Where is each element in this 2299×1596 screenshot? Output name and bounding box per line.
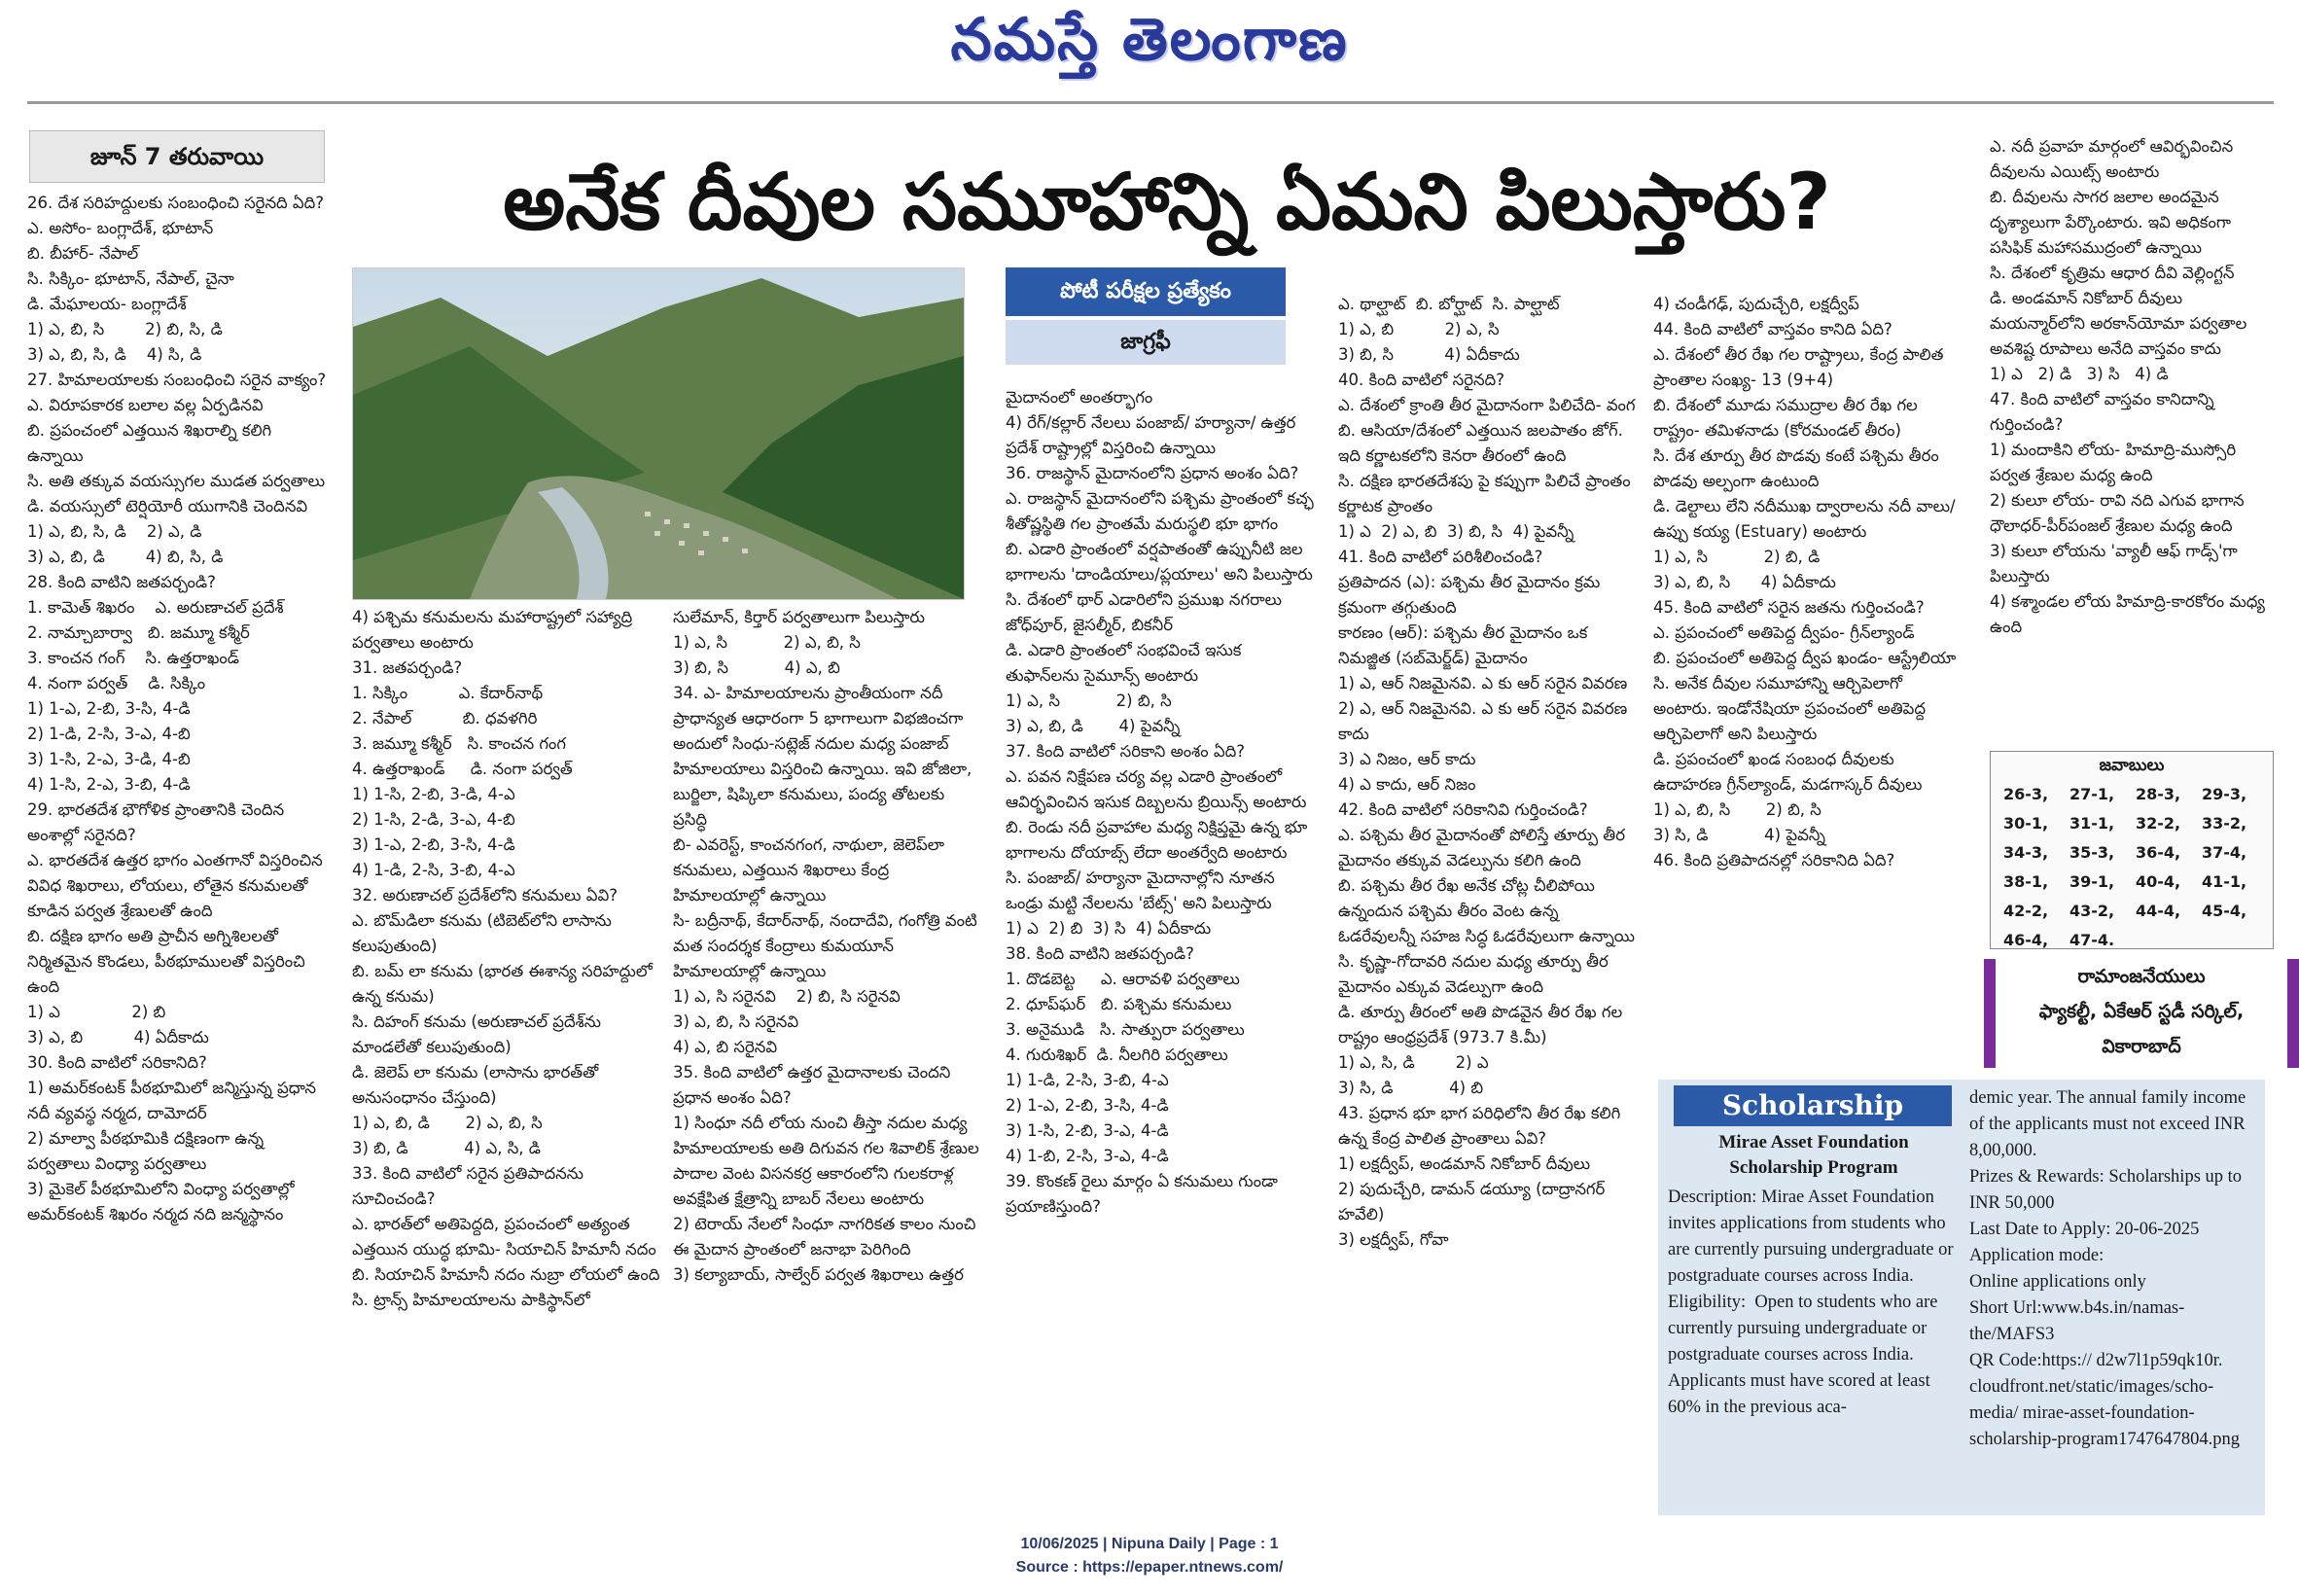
answer-cell: 42-2, [2003, 901, 2049, 920]
answer-cell: 26-3, [2003, 784, 2049, 803]
answer-cell: 30-1, [2003, 813, 2049, 833]
valley-image [353, 268, 964, 599]
scholarship-title-line1: Mirae Asset Foundation [1718, 1132, 1909, 1153]
section-title: పోటీ పరీక్షల ప్రత్యేకం [1006, 267, 1286, 316]
answer-cell: 38-1, [2003, 871, 2049, 891]
answer-row [2002, 837, 2267, 867]
scholarship-title [1668, 1130, 1960, 1181]
column-5: ఎ. థాల్ఘాట్ బి. బోర్ఘాట్ సి. పాల్ఘాట్ 1) ఎ, బి 2) ఎ, సి 3) బి, సి 4) ఏదీకాదు 40. కింది వాటిలో సరైనది? ఎ. దేశంలో క్రాంతి తీర మైదానంగా పిలిచేది- వంగ బి. ఆసియా/దేశంలో ఎత్తయిన జలపాతం జోగ్. ఇది కర్ణాటకలోని కెనరా తీరంలో ఉంది సి. దక్షిణ భారతదేశపు పై కప్పుగా పిలిచే ప్రాంతం కర్ణాటక ప్రాంతం 1) ఎ 2) ఎ, బి 3) బి, సి 4) పైవన్నీ 41. కింది వాటిలో పరిశీలించండి? ప్రతిపాదన (ఎ): పశ్చిమ తీర మైదానం క్రమ క్రమంగా తగ్గుతుంది కారణం (ఆర్): పశ్చిమ తీర మైదానం ఒక నిమజ్జిత (సబ్‌మెర్జ్‌డ్) మైదానం 1) ఎ, ఆర్ నిజమైనవి. ఎ కు ఆర్ సరైన వివరణ 2) ఎ, ఆర్ నిజమైనవి. ఎ కు ఆర్ సరైన వివరణ కాదు 3) ఎ నిజం, ఆర్ కాదు 4) ఎ కాదు, ఆర్ నిజం 42. కింది వాటిలో సరికానివి గుర్తించండి? ఎ. పశ్చిమ తీర మైదానంతో పోలిస్తే తూర్పు తీర మైదానం తక్కువ వెడల్పును కలిగి ఉంది బి. పశ్చిమ తీర రేఖ అనేక చోట్ల చీలిపోయి ఉన్నందున పశ్చిమ తీరం వెంట ఉన్న ఓడరేవులన్నీ సహజ సిద్ధ ఓడరేవులుగా ఉన్నాయి సి. కృష్ణా-గోదావరి నదుల మధ్య తూర్పు తీర మైదానం ఎక్కువ వెడల్పుగా ఉంది డి. తూర్పు తీరంలో అతి పొడవైన తీర రేఖ గల రాష్ట్రం ఆంధ్రప్రదేశ్ (973.7 కి.మీ) 1) ఎ, సి, డి 2) ఎ 3) సి, డి 4) బి 43. ప్రధాన భూ భాగ పరిధిలోని తీర రేఖ కలిగి ఉన్న కేంద్ర పాలిత ప్రాంతాలు ఏవి? 1) లక్షద్వీప్, అండమాన్ నికోబార్ దీవులు 2) పుదుచ్చేరి, డామన్ డయ్యూ (దాద్రానగర్ హవేలి) 3) లక్షద్వీప్, గోవా [1338, 295, 1636, 1249]
footer-date-line: 10/06/2025 | Nipuna Daily | Page : 1 [1020, 1536, 1279, 1552]
column-7: ఎ. నదీ ప్రవాహ మార్గంలో ఆవిర్భవించిన దీవులను ఎయిట్స్ అంటారు బి. దీవులను సాగర జలాల అందమైన దృశ్యాలుగా పేర్కొంటారు. ఇవి అధికంగా పసిఫిక్ మహాసముద్రంలో ఉన్నాయి సి. దేశంలో కృత్రిమ ఆధార దీవి వెల్లింగ్టన్ డి. అండమాన్ నికోబార్ దీవులు మయన్మార్‌లోని అరకాన్‌యోమా పర్వతాల అవశిష్ట రూపాలు అనేది వాస్తవం కాదు 1) ఎ 2) డి 3) సి 4) డి 47. కింది వాటిలో వాస్తవం కానిదాన్ని గుర్తించండి? 1) మందాకిని లోయ- హిమాద్రి-ముస్సోరి పర్వత శ్రేణుల మధ్య ఉంది 2) కులూ లోయ- రావి నది ఎగువ భాగాన ధౌలాధర్-పీర్‌పంజల్ శ్రేణుల మధ్య ఉంది 3) కులూ లోయను 'వ్యాలీ ఆఫ్ గాడ్స్'గా పిలుస్తారు 4) కశ్మాండల లోయ హిమాద్రి-కారకోరం మధ్య ఉంది [1990, 137, 2265, 636]
answer-cell: 34-3, [2003, 842, 2049, 862]
scholarship-title-line2: Scholarship Program [1729, 1157, 1898, 1178]
scholarship-right-text: demic year. The annual family income of the applicants must not exceed INR 8,00,000. Prizes & Rewards: Scholarships up to INR 50,000 Last Date to Apply: 20-06-2025 Application mode: Online applications only Short Url:www.b4s.in/namas-the/MAFS3 QR Code:https:// d2w7l1p59qk10r. cloudfront.net/static/images/scho-media/ mirae-asset-foundation-scholarship-program1747647804.png [1969, 1088, 2246, 1449]
answer-cell: 47-4. [2069, 930, 2115, 949]
answer-row [2002, 808, 2267, 837]
author-role: ఫ్యాకల్టీ, ఏకేఆర్ స్టడీ సర్కిల్, [2038, 1001, 2245, 1022]
scholarship-box [1658, 1080, 2265, 1515]
footer-source-link[interactable]: Source : https://epaper.ntnews.com/ [1015, 1559, 1284, 1576]
headline: అనేక దీవుల సమూహాన్ని ఏమని పిలుస్తారు? [503, 157, 1831, 247]
answer-cell: 45-4, [2202, 901, 2247, 920]
answer-row [2002, 925, 2267, 954]
answer-table [2002, 779, 2267, 954]
answer-cell: 35-3, [2069, 842, 2115, 862]
answer-cell: 41-1, [2202, 871, 2247, 891]
header-rule [27, 101, 2274, 104]
answer-cell: 29-3, [2202, 784, 2247, 803]
answer-cell: 33-2, [2202, 813, 2247, 833]
answer-row [2002, 867, 2267, 896]
author-place: వికారాబాద్ [2102, 1036, 2181, 1057]
answer-key [1990, 751, 2274, 949]
answer-cell: 43-2, [2069, 901, 2115, 920]
scholarship-heading: Scholarship [1674, 1085, 1952, 1126]
answer-cell: 28-3, [2136, 784, 2181, 803]
column-2: 4) పశ్చిమ కనుమలను మహారాష్ట్రలో సహ్యాద్రి పర్వతాలు అంటారు 31. జతపర్చండి? 1. సిక్కిం ఎ. కేదార్‌నాథ్ 2. నేపాల్ బి. ధవళగిరి 3. జమ్మూ కశ్మీర్ సి. కాంచన గంగ 4. ఉత్తరాఖండ్ డి. నంగా పర్వత్ 1) 1-సి, 2-బి, 3-డి, 4-ఎ 2) 1-సి, 2-డి, 3-ఎ, 4-బి 3) 1-ఎ, 2-బి, 3-సి, 4-డి 4) 1-డి, 2-సి, 3-బి, 4-ఎ 32. అరుణాచల్ ప్రదేశ్‌లోని కనుమలు ఏవి? ఎ. బొమ్‌డిలా కనుమ (టిబెట్‌లోని లాసాను కలుపుతుంది) బి. బమ్ లా కనుమ (భారత ఈశాన్య సరిహద్దులో ఉన్న కనుమ) సి. దిహంగ్ కనుమ (అరుణాచల్ ప్రదేశ్‌ను మాండలేతో కలుపుతుంది) డి. జెలెప్ లా కనుమ (లాసాను భారత్‌తో అనుసంధానం చేస్తుంది) 1) ఎ, బి, డి 2) ఎ, బి, సి 3) బి, డి 4) ఎ, సి, డి 33. కింది వాటిలో సరైన ప్రతిపాదనను సూచించండి? ఎ. భారత్‌లో అతిపెద్దది, ప్రపంచంలో అత్యంత ఎత్తయిన యుద్ధ భూమి- సియాచిన్ హిమానీ నదం బి. సియాచిన్ హిమానీ నదం నుబ్రా లోయలో ఉంది సి. ట్రాన్స్ హిమాలయాలను పాకిస్థాన్‌లో [352, 608, 660, 1309]
answer-row [2002, 896, 2267, 925]
answer-cell: 37-4, [2202, 842, 2247, 862]
section-subject: జాగ్రఫీ [1006, 320, 1286, 365]
answer-cell: 40-4, [2136, 871, 2181, 891]
masthead [0, 0, 2299, 95]
answer-cell: 44-4, [2136, 901, 2181, 920]
column-6: 4) చండీగఢ్, పుదుచ్చేరి, లక్షద్వీప్ 44. కింది వాటిలో వాస్తవం కానిది ఏది? ఎ. దేశంలో తీర రేఖ గల రాష్ట్రాలు, కేంద్ర పాలిత ప్రాంతాల సంఖ్య- 13 (9+4) బి. దేశంలో మూడు సముద్రాల తీర రేఖ గల రాష్ట్రం- తమిళనాడు (కోరమండల్ తీరం) సి. దేశ తూర్పు తీర పొడవు కంటే పశ్చిమ తీరం పొడవు అల్పంగా ఉంటుంది డి. డెల్టాలు లేని నదీముఖ ద్వారాలను నదీ వాలు/ ఉప్పు కయ్య (Estuary) అంటారు 1) ఎ, సి 2) బి, డి 3) ఎ, బి, సి 4) ఏదీకాదు 45. కింది వాటిలో సరైన జతను గుర్తించండి? ఎ. ప్రపంచంలో అతిపెద్ద ద్వీపం- గ్రీన్‌ల్యాండ్ బి. ప్రపంచంలో అతిపెద్ద ద్వీప ఖండం- ఆస్ట్రేలియా సి. అనేక దీవుల సమూహాన్ని ఆర్చిపెలాగో అంటారు. ఇండోనేషియా ప్రపంచంలో అతిపెద్ద ఆర్చిపెలాగో అని పిలుస్తారు డి. ప్రపంచంలో ఖండ సంబంధ దీవులకు ఉదాహరణ గ్రీన్‌ల్యాండ్, మడగాస్కర్ దీవులు 1) ఎ, బి, సి 2) బి, సి 3) సి, డి 4) పైవన్నీ 46. కింది ప్రతిపాదనల్లో సరికానిది ఏది? [1653, 295, 1957, 869]
answer-cell: 32-2, [2136, 813, 2181, 833]
answer-cell [2135, 925, 2201, 954]
section-banner [1006, 267, 1286, 365]
column-3: సులేమాన్, కిర్తార్ పర్వతాలుగా పిలుస్తారు 1) ఎ, సి 2) ఎ, బి, సి 3) బి, సి 4) ఎ, బి 34. ఎ- హిమాలయాలను ప్రాంతీయంగా నదీ ప్రాధాన్యత ఆధారంగా 5 భాగాలుగా విభజించగా అందులో సింధు-సట్లెజ్ నదుల మధ్య పంజాబ్ హిమాలయాలు విస్తరించి ఉన్నాయి. ఇవి జోజిలా, బుర్జిలా, షిప్కిలా కనుమలు, పంద్య తోటలకు ప్రసిద్ధి బి- ఎవరెస్ట్, కాంచనగంగ, నాథులా, జెలెప్‌లా కనుమలు, ఎత్తయిన శిఖరాలు కేంద్ర హిమాలయాల్లో ఉన్నాయి సి- బద్రీనాథ్, కేదార్‌నాథ్, నందాదేవి, గంగోత్రి వంటి మత సందర్శక కేంద్రాలు కుమయూన్ హిమాలయాల్లో ఉన్నాయి 1) ఎ, సి సరైనవి 2) బి, సి సరైనవి 3) ఎ, బి, సి సరైనవి 4) ఎ, బి సరైనవి 35. కింది వాటిలో ఉత్తర మైదానాలకు చెందని ప్రధాన అంశం ఏది? 1) సింధూ నదీ లోయ నుంచి తీస్తా నదుల మధ్య హిమాలయాలకు అతి దిగువన గల శివాలిక్ శ్రేణుల పాదాల వెంట విసనకర్ర ఆకారంలోని గులకరాళ్ల అవక్షేపిత క్షేత్రాన్ని బాబర్ నేలలు అంటారు 2) టెరాయ్ నేలలో సింధూ నాగరికత కాలం నుంచి ఈ మైదాన ప్రాంతంలో జనాభా పెరిగింది 3) కల్యాబాయ్, సాల్వేర్ పర్వత శిఖరాలు ఉత్తర [673, 608, 979, 1284]
answer-cell [2201, 925, 2267, 954]
scholarship-left-text: Description: Mirae Asset Foundation invites applications from students who are currently pursuing undergraduate or postgraduate courses across India. Eligibility: Open to students who are currently pursuing undergraduate or postgraduate courses across India. Applicants must have scored at least 60% in the previous aca- [1668, 1188, 1954, 1417]
continuation-tag: జూన్ 7 తరువాయి [29, 130, 325, 183]
newspaper-logo: నమస్తే తెలంగాణ [950, 6, 1349, 74]
column-1: 26. దేశ సరిహద్దులకు సంబంధించి సరైనది ఏది? ఎ. అసోం- బంగ్లాదేశ్, భూటాన్ బి. బీహార్- నేపాల్ సి. సిక్కిం- భూటాన్, నేపాల్, చైనా డి. మేఘాలయ- బంగ్లాదేశ్ 1) ఎ, బి, సి 2) బి, సి, డి 3) ఎ, బి, సి, డి 4) సి, డి 27. హిమాలయాలకు సంబంధించి సరైన వాక్యం? ఎ. విరూపకారక బలాల వల్ల ఏర్పడినవి బి. ప్రపంచంలో ఎత్తయిన శిఖరాల్ని కలిగి ఉన్నాయి సి. అతి తక్కువ వయస్సుగల ముడత పర్వతాలు డి. వయస్సులో టెర్షియోరీ యుగానికి చెందినవి 1) ఎ, బి, సి, డి 2) ఎ, డి 3) ఎ, బి, డి 4) బి, సి, డి 28. కింది వాటిని జతపర్చండి? 1. కామెత్ శిఖరం ఎ. అరుణాచల్ ప్రదేశ్ 2. నామ్చాబార్వా బి. జమ్మూ కశ్మీర్ 3. కాంచన గంగ్ సి. ఉత్తరాఖండ్ 4. నంగా పర్వత్ డి. సిక్కిం 1) 1-ఎ, 2-బి, 3-సి, 4-డి 2) 1-డి, 2-సి, 3-ఎ, 4-బి 3) 1-సి, 2-ఎ, 3-డి, 4-బి 4) 1-సి, 2-ఎ, 3-బి, 4-డి 29. భారతదేశ భౌగోళిక ప్రాంతానికి చెందిన అంశాల్లో సరైనది? ఎ. భారతదేశ ఉత్తర భాగం ఎంతగానో విస్తరించిన వివిధ శిఖరాలు, లోయలు, లోతైన కనుమలతో కూడిన పర్వత శ్రేణులతో ఉంది బి. దక్షిణ భాగం అతి ప్రాచీన అగ్నిశిలలతో నిర్మితమైన కొండలు, పీఠభూములతో విస్తరించి ఉంది 1) ఎ 2) బి 3) ఎ, బి 4) ఏదీకాదు 30. కింది వాటిలో సరికానిది? 1) అమర్‌కంటక్ పీఠభూమిలో జన్మిస్తున్న ప్రధాన నదీ వ్యవస్థ నర్మద, దామోదర్ 2) మాల్వా పీఠభూమికి దక్షిణంగా ఉన్న పర్వతాలు వింధ్యా పర్వతాలు 3) మైకెల్ పీఠభూమిలోని వింధ్యా పర్వతాల్లో అమర్‌కంటక్ శిఖరం నర్మద నది జన్మస్థానం [27, 194, 327, 1224]
answer-cell: 39-1, [2069, 871, 2115, 891]
answer-row [2002, 779, 2267, 808]
answer-cell: 31-1, [2069, 813, 2115, 833]
answer-cell: 36-4, [2136, 842, 2181, 862]
page-footer [0, 1533, 2299, 1579]
answer-cell: 46-4, [2003, 930, 2049, 949]
himalaya-photo [352, 267, 965, 600]
column-4: మైదానంలో అంతర్భాగం 4) రేగ్/కల్లార్ నేలలు పంజాబ్/ హర్యానా/ ఉత్తర ప్రదేశ్ రాష్ట్రాల్లో విస్తరించి ఉన్నాయి 36. రాజస్థాన్ మైదానంలోని ప్రధాన అంశం ఏది? ఎ. రాజస్థాన్ మైదానంలోని పశ్చిమ ప్రాంతంలో కచ్ఛ శీతోష్ణస్థితి గల ప్రాంతమే మరుస్థలి భూ భాగం బి. ఎడారి ప్రాంతంలో వర్షపాతంతో ఉప్పునీటి జల భాగాలను 'దాండియాలు/ప్లయాలు' అని పిలుస్తారు సి. దేశంలో థార్ ఎడారిలోని ప్రముఖ నగరాలు జోధ్‌పూర్, జైసల్మీర్, బికనీర్ డి. ఎడారి ప్రాంతంలో సంభవించే ఇసుక తుఫాన్‌లను సైమూన్స్ అంటారు 1) ఎ, సి 2) బి, సి 3) ఎ, బి, డి 4) పైవన్నీ 37. కింది వాటిలో సరికాని అంశం ఏది? ఎ. పవన నిక్షేపణ చర్య వల్ల ఎడారి ప్రాంతంలో ఆవిర్భవించిన ఇసుక దిబ్బలను బ్రియిన్స్ అంటారు బి. రెండు నదీ ప్రవాహాల మధ్య నిక్షిప్తమై ఉన్న భూ భాగాలను దోయాబ్స్ లేదా అంతర్వేది అంటారు సి. పంజాబ్/ హర్యానా మైదానాల్లోని నూతన ఒండ్రు మట్టి నేలలను 'బేట్స్' అని పిలుస్తారు 1) ఎ 2) బి 3) సి 4) ఏదీకాదు 38. కింది వాటిని జతపర్చండి? 1. దొడబెట్ట ఎ. ఆరావళి పర్వతాలు 2. ధూప్‌ఘర్ బి. పశ్చిమ కనుమలు 3. అనైముడి సి. సాత్పురా పర్వతాలు 4. గురుశిఖర్ డి. నీలగిరి పర్వతాలు 1) 1-డి, 2-సి, 3-బి, 4-ఎ 2) 1-ఎ, 2-బి, 3-సి, 4-డి 3) 1-సి, 2-బి, 3-ఎ, 4-డి 4) 1-బి, 2-సి, 3-ఎ, 4-డి 39. కొంకణ్ రైలు మార్గం ఏ కనుమలు గుండా ప్రయాణిస్తుంది? [1006, 388, 1314, 1216]
author-byline [1984, 959, 2299, 1068]
answer-key-title: జవాబులు [2099, 756, 2165, 775]
answer-cell: 27-1, [2069, 784, 2115, 803]
author-name: రామాంజనేయులు [2077, 966, 2206, 987]
